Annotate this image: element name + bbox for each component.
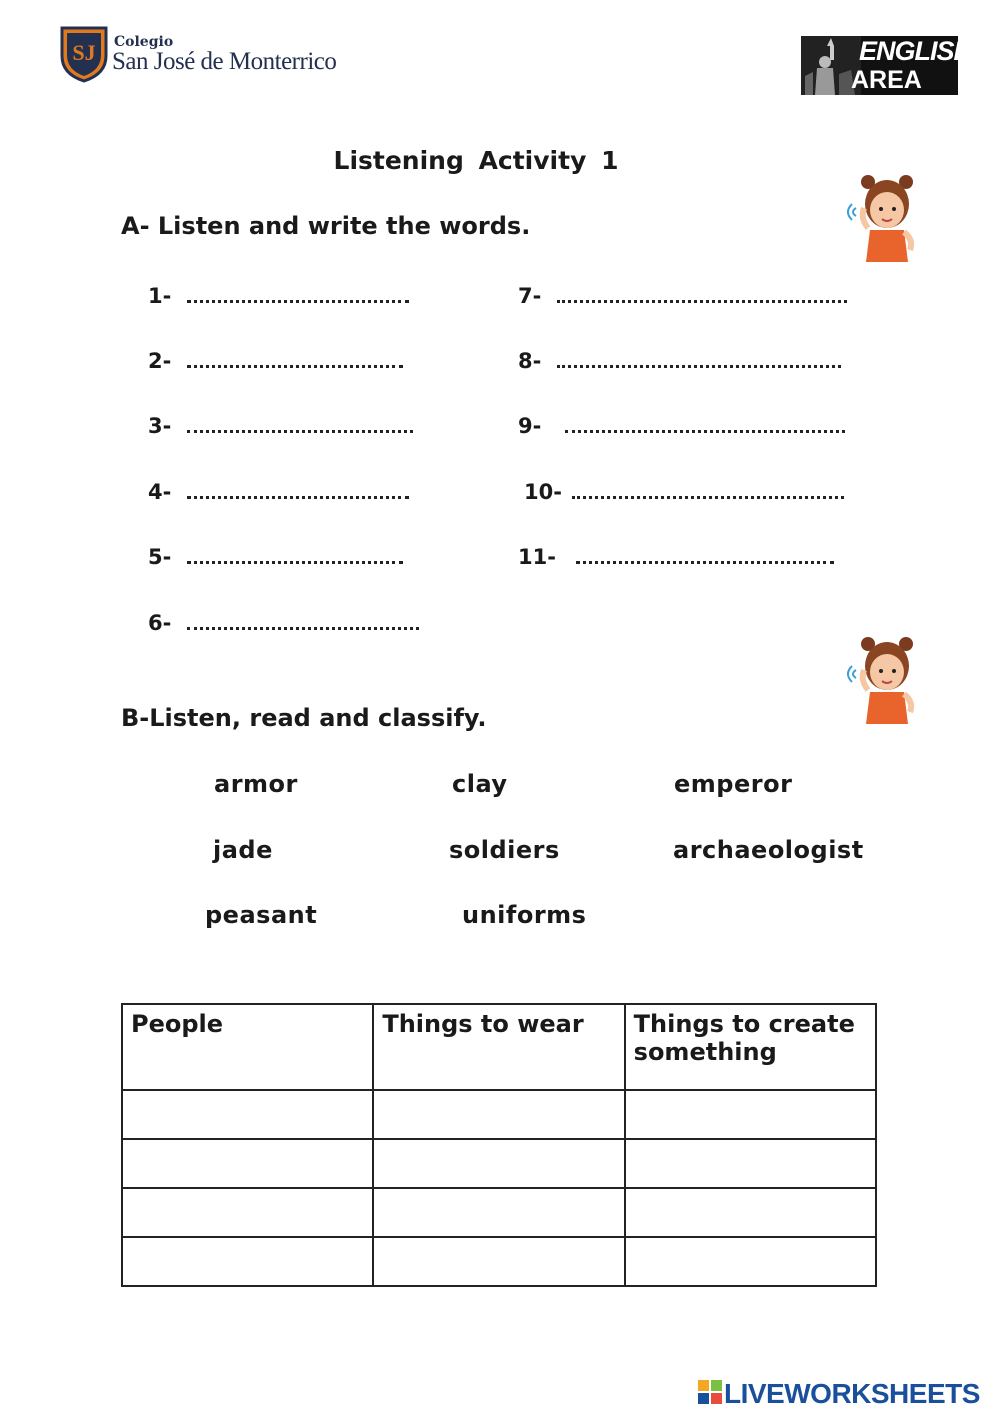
answer-blank[interactable] bbox=[557, 362, 841, 368]
answer-blank[interactable] bbox=[187, 297, 409, 303]
blank-item bbox=[148, 414, 413, 438]
school-label-small: Colegio bbox=[114, 34, 174, 50]
page-title: Listening Activity 1 bbox=[333, 146, 619, 175]
item-number: 8- bbox=[518, 349, 542, 373]
blank-item bbox=[148, 284, 409, 308]
blank-item bbox=[518, 414, 845, 438]
item-number: 11- bbox=[518, 545, 556, 569]
word-bank-item: emperor bbox=[674, 770, 793, 798]
school-name: San José de Monterrico bbox=[112, 48, 337, 75]
table-cell[interactable] bbox=[625, 1090, 876, 1139]
word-bank-item: archaeologist bbox=[673, 836, 864, 864]
word-bank-item: clay bbox=[452, 770, 508, 798]
item-number: 5- bbox=[148, 545, 172, 569]
answer-blank[interactable] bbox=[565, 427, 845, 433]
answer-blank[interactable] bbox=[572, 493, 844, 499]
answer-blank[interactable] bbox=[187, 427, 413, 433]
table-cell[interactable] bbox=[122, 1139, 373, 1188]
table-cell[interactable] bbox=[373, 1237, 624, 1286]
table-cell[interactable] bbox=[373, 1139, 624, 1188]
table-cell[interactable] bbox=[625, 1237, 876, 1286]
english-area-line1: ENGLISH bbox=[859, 36, 973, 66]
answer-blank[interactable] bbox=[187, 362, 403, 368]
blank-item bbox=[518, 349, 841, 373]
section-a-heading: A- Listen and write the words. bbox=[121, 212, 531, 240]
answer-blank[interactable] bbox=[576, 558, 834, 564]
table-header-row bbox=[122, 1004, 876, 1090]
word-bank-item: armor bbox=[214, 770, 298, 798]
liveworksheets-brand: LIVEWORKSHEETS bbox=[724, 1378, 980, 1409]
table-row bbox=[122, 1188, 876, 1237]
table-cell[interactable] bbox=[122, 1090, 373, 1139]
blank-item bbox=[518, 284, 847, 308]
blank-item bbox=[148, 480, 409, 504]
answer-blank[interactable] bbox=[187, 558, 403, 564]
classification-table bbox=[121, 1003, 877, 1287]
girl-listening-icon bbox=[848, 168, 928, 264]
shield-letters: SJ bbox=[72, 40, 96, 65]
word-bank-item: jade bbox=[213, 836, 273, 864]
liveworksheets-icon bbox=[698, 1380, 722, 1404]
item-number: 1- bbox=[148, 284, 172, 308]
table-cell[interactable] bbox=[373, 1188, 624, 1237]
item-number: 6- bbox=[148, 611, 172, 635]
table-row bbox=[122, 1139, 876, 1188]
blank-item bbox=[524, 480, 844, 504]
blank-item bbox=[518, 545, 834, 569]
blank-item bbox=[148, 545, 403, 569]
item-number: 9- bbox=[518, 414, 542, 438]
english-area-line2: AREA bbox=[851, 66, 922, 94]
word-bank-item: peasant bbox=[205, 901, 318, 929]
answer-blank[interactable] bbox=[557, 297, 847, 303]
table-cell[interactable] bbox=[122, 1237, 373, 1286]
table-cell[interactable] bbox=[122, 1188, 373, 1237]
section-b-heading: B-Listen, read and classify. bbox=[121, 704, 487, 732]
item-number: 10- bbox=[524, 480, 562, 504]
school-shield-icon bbox=[60, 26, 108, 82]
word-bank-item: soldiers bbox=[449, 836, 560, 864]
blank-item bbox=[148, 611, 419, 635]
blank-item bbox=[148, 349, 403, 373]
item-number: 3- bbox=[148, 414, 172, 438]
table-cell[interactable] bbox=[625, 1139, 876, 1188]
answer-blank[interactable] bbox=[187, 493, 409, 499]
column-header-people: People bbox=[122, 1004, 373, 1090]
column-header-wear: Things to wear bbox=[373, 1004, 624, 1090]
table-row bbox=[122, 1090, 876, 1139]
table-cell[interactable] bbox=[625, 1188, 876, 1237]
item-number: 2- bbox=[148, 349, 172, 373]
table-row bbox=[122, 1237, 876, 1286]
table-cell[interactable] bbox=[373, 1090, 624, 1139]
word-bank-item: uniforms bbox=[462, 901, 587, 929]
item-number: 7- bbox=[518, 284, 542, 308]
english-area-logo bbox=[801, 36, 973, 95]
girl-listening-icon bbox=[848, 630, 928, 726]
column-header-create: Things to create something bbox=[625, 1004, 876, 1090]
school-logo bbox=[60, 26, 360, 86]
answer-blank[interactable] bbox=[187, 624, 419, 630]
item-number: 4- bbox=[148, 480, 172, 504]
